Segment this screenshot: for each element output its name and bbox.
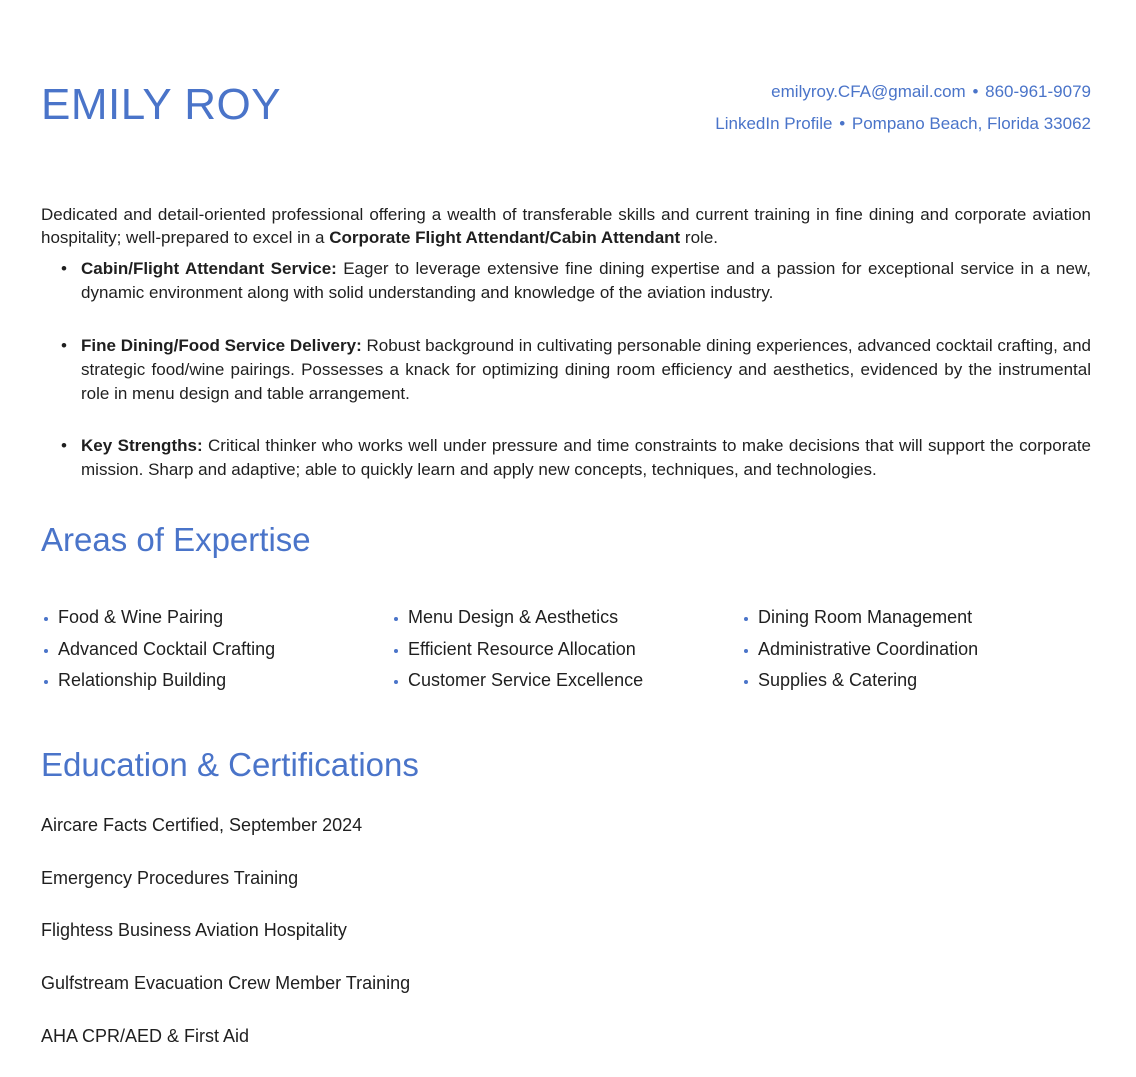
expertise-item (41, 604, 381, 636)
summary-text-before: Dedicated and detail-oriented professional offering a wealth of transferable skills and current training in fine dining and corporate aviation hospitality; well-prepared to excel in a (41, 205, 1091, 247)
certification-item: Flightess Business Aviation Hospitality (41, 920, 347, 941)
expertise-item (41, 636, 381, 668)
bullet-dot-icon (44, 617, 48, 621)
expertise-label: Dining Room Management (758, 607, 973, 627)
highlight-text: Robust background in cultivating personable dining experiences, advanced cocktail crafting, and strategic food/wine pairings. Possesses a knack for optimizing dining room efficiency and aesthetics, evidenced by the instrumental role in menu design and table arrangement. (81, 336, 1091, 403)
expertise-item (391, 667, 731, 699)
expertise-label: Advanced Cocktail Crafting (58, 638, 276, 659)
highlight-title: Fine Dining/Food Service Delivery: (81, 336, 362, 355)
expertise-label: Efficient Resource Allocation (408, 638, 636, 659)
bullet-dot-icon (394, 617, 398, 621)
expertise-item (391, 636, 731, 668)
location-text: Pompano Beach, Florida 33062 (851, 114, 1091, 133)
contact-line-1 (715, 80, 1091, 112)
expertise-item (41, 667, 381, 699)
expertise-item (741, 636, 1081, 668)
expertise-column (391, 604, 731, 699)
expertise-label: Menu Design & Aesthetics (408, 607, 619, 627)
bullet-icon: • (61, 436, 67, 455)
expertise-column (741, 604, 1081, 699)
highlight-list (41, 334, 1091, 406)
summary-paragraph (41, 203, 1091, 249)
linkedin-link[interactable]: LinkedIn Profile (715, 114, 833, 133)
expertise-label: Relationship Building (58, 670, 227, 690)
highlight-text: Eager to leverage extensive fine dining expertise and a passion for exceptional service in a new, dynamic environment along with solid understanding and knowledge of the aviation industry. (81, 259, 1091, 302)
highlight-text: Critical thinker who works well under pressure and time constraints to make decisions that will support the corporate mission. Sharp and adaptive; able to quickly learn and apply new concepts, techniques, and technologies. (81, 436, 1091, 479)
highlight-item-key-strengths (41, 434, 1091, 482)
contact-line-2 (715, 112, 1091, 144)
bullet-dot-icon (394, 680, 398, 684)
expertise-item (741, 667, 1081, 699)
bullet-icon: • (61, 259, 67, 278)
phone-link[interactable]: 860-961-9079 (985, 82, 1091, 101)
separator-dot: • (972, 82, 979, 101)
separator-dot: • (839, 114, 846, 133)
highlight-title: Cabin/Flight Attendant Service: (81, 259, 337, 278)
certification-item: AHA CPR/AED & First Aid (41, 1025, 250, 1046)
expertise-item (741, 604, 1081, 636)
bullet-dot-icon (44, 680, 48, 684)
expertise-heading: Areas of Expertise (41, 521, 311, 558)
contact-block (715, 80, 1091, 144)
bullet-dot-icon (394, 649, 398, 653)
highlight-item-cabin-service (41, 257, 1091, 305)
certification-item: Gulfstream Evacuation Crew Member Training (41, 973, 411, 994)
email-link[interactable]: emilyroy.CFA@gmail.com (771, 82, 966, 101)
expertise-label: Administrative Coordination (758, 638, 979, 659)
candidate-name: EMILY ROY (41, 80, 282, 129)
summary-text-after: role. (680, 228, 718, 247)
bullet-dot-icon (744, 617, 748, 621)
bullet-dot-icon (744, 680, 748, 684)
expertise-item (391, 604, 731, 636)
bullet-dot-icon (744, 649, 748, 653)
highlight-list (41, 257, 1091, 305)
bullet-icon: • (61, 336, 67, 355)
expertise-label: Customer Service Excellence (408, 670, 644, 690)
highlight-title: Key Strengths: (81, 436, 203, 455)
education-heading: Education & Certifications (41, 746, 419, 783)
certification-list (41, 812, 410, 1075)
certification-item: Aircare Facts Certified, September 2024 (41, 815, 363, 835)
expertise-label: Food & Wine Pairing (58, 607, 224, 627)
summary-target-role: Corporate Flight Attendant/Cabin Attendant (329, 228, 681, 247)
expertise-column (41, 604, 381, 699)
highlight-list (41, 434, 1091, 482)
bullet-dot-icon (44, 649, 48, 653)
highlight-item-fine-dining (41, 334, 1091, 406)
certification-item: Emergency Procedures Training (41, 867, 299, 888)
expertise-label: Supplies & Catering (758, 670, 918, 690)
